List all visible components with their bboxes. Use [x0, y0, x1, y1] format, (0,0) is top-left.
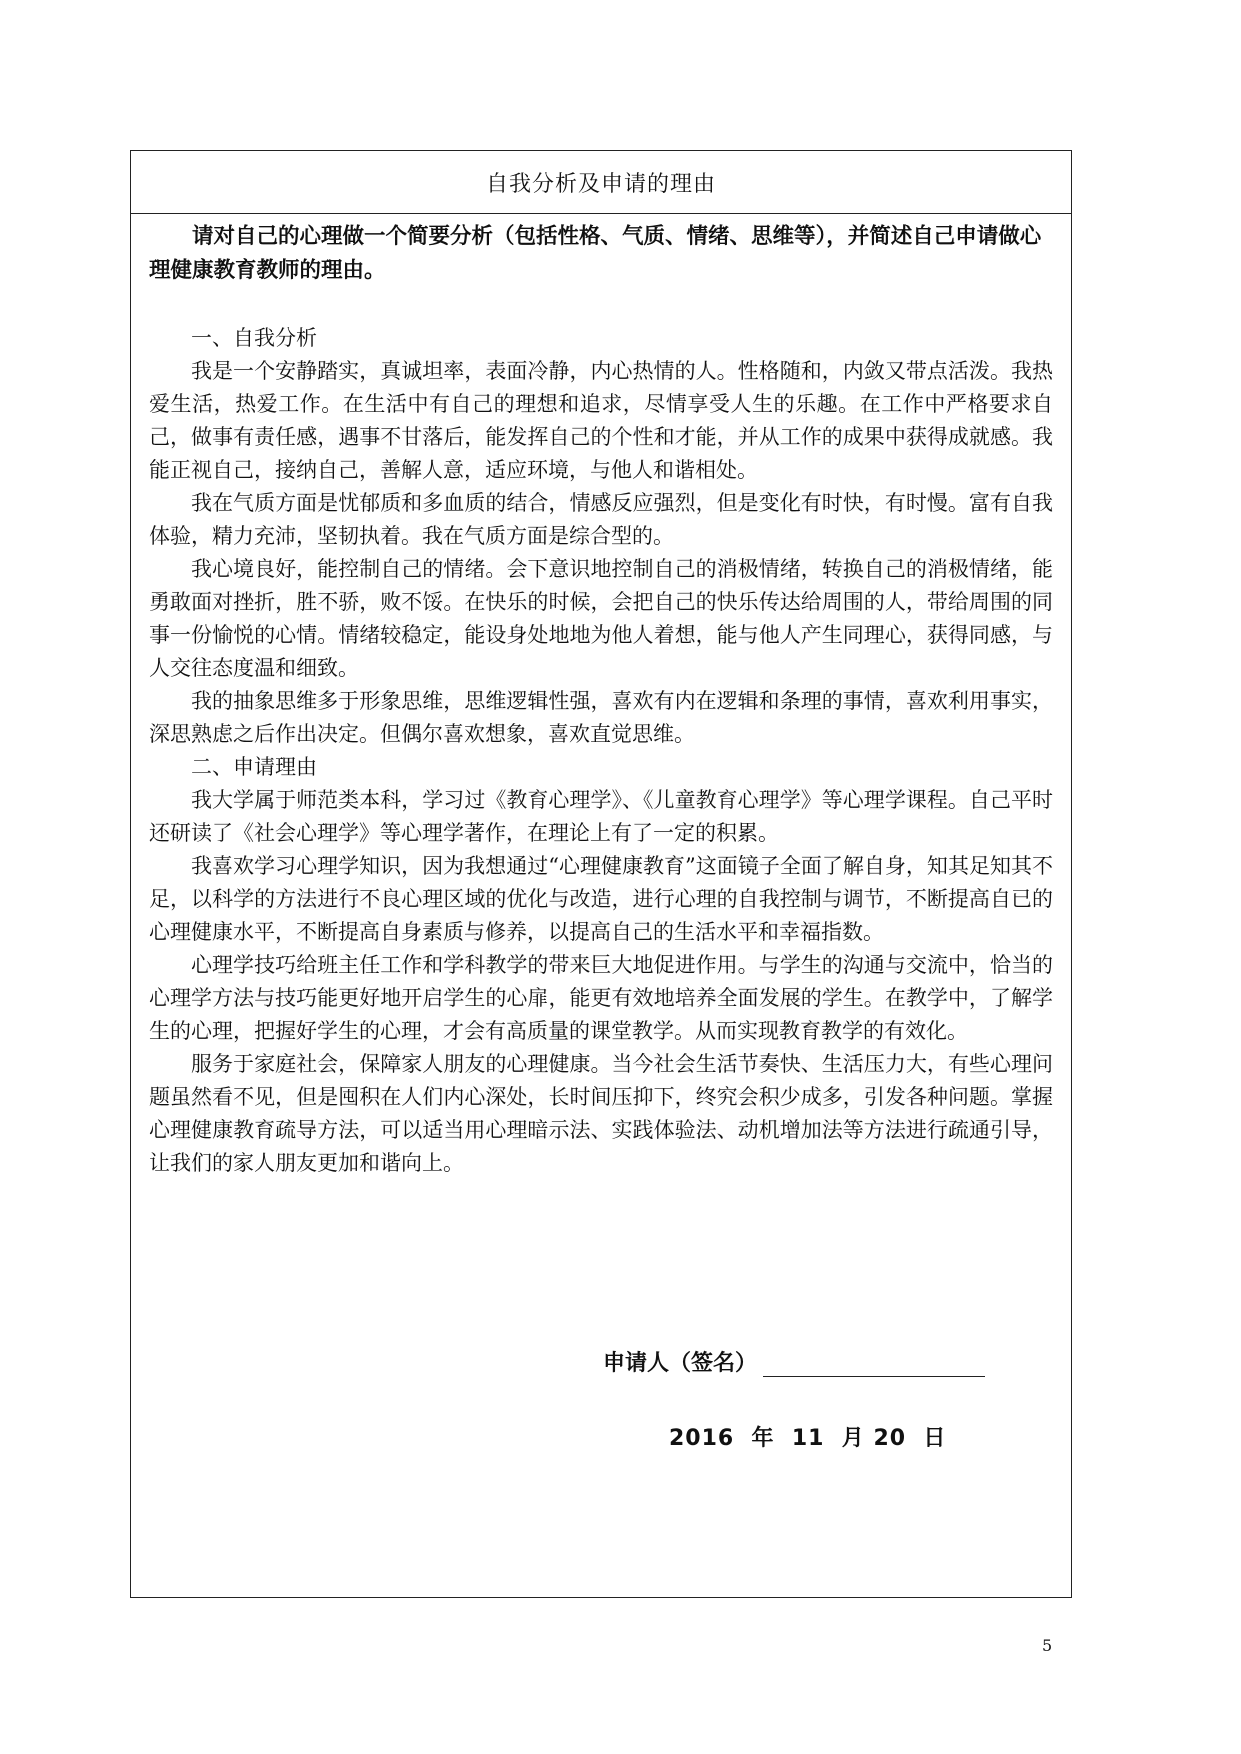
section-heading-self-analysis: 一、自我分析: [191, 326, 317, 350]
signature-row: [603, 1346, 985, 1377]
signature-label: 申请人（签名）: [603, 1351, 758, 1376]
essay-body: [149, 322, 1053, 1180]
application-form-table: [130, 150, 1072, 1598]
section-heading-reasons: 二、申请理由: [191, 755, 317, 779]
paragraph-teaching: 心理学技巧给班主任工作和学科教学的带来巨大地促进作用。与学生的沟通与交流中，恰当的心理学方法与技巧能更好地开启学生的心扉，能更有效地培养全面发展的学生。在教学中，了解学生的心理，把握好学生的心理，才会有高质量的课堂教学。从而实现教育教学的有效化。: [149, 953, 1053, 1043]
paragraph-emotion: 我心境良好，能控制自己的情绪。会下意识地控制自己的消极情绪，转换自己的消极情绪，能勇敢面对挫折，胜不骄，败不馁。在快乐的时候，会把自己的快乐传达给周围的人，带给周围的同事一份愉悦的心情。情绪较稳定，能设身处地地为他人着想，能与他人产生同理心，获得同感，与人交往态度温和细致。: [149, 557, 1053, 680]
form-content-cell: [131, 214, 1071, 1180]
instruction-text: 请对自己的心理做一个简要分析（包括性格、气质、情绪、思维等），并简述自己申请做心理健康教育教师的理由。: [149, 224, 1042, 283]
signature-field[interactable]: [763, 1350, 985, 1377]
paragraph-temperament: 我在气质方面是忧郁质和多血质的结合，情感反应强烈，但是变化有时快，有时慢。富有自我体验，精力充沛，坚韧执着。我在气质方面是综合型的。: [149, 491, 1053, 548]
date-text: 2016 年 11 月 20 日: [669, 1426, 947, 1451]
paragraph-education: 我大学属于师范类本科，学习过《教育心理学》、《儿童教育心理学》等心理学课程。自己平时还研读了《社会心理学》等心理学著作，在理论上有了一定的积累。: [149, 788, 1053, 845]
paragraph-personality: 我是一个安静踏实，真诚坦率，表面冷静，内心热情的人。性格随和，内敛又带点活泼。我热爱生活，热爱工作。在生活中有自己的理想和追求，尽情享受人生的乐趣。在工作中严格要求自己，做事有责任感，遇事不甘落后，能发挥自己的个性和才能，并从工作的成果中获得成就感。我能正视自己，接纳自己，善解人意，适应环境，与他人和谐相处。: [149, 359, 1053, 482]
form-header-row: [131, 151, 1071, 214]
paragraph-interest: 我喜欢学习心理学知识，因为我想通过“心理健康教育”这面镜子全面了解自身，知其足知其不足，以科学的方法进行不良心理区域的优化与改造，进行心理的自我控制与调节，不断提高自已的心理健康水平，不断提高自身素质与修养，以提高自己的生活水平和幸福指数。: [149, 854, 1053, 944]
page-number: 5: [1042, 1636, 1053, 1655]
paragraph-thinking: 我的抽象思维多于形象思维，思维逻辑性强，喜欢有内在逻辑和条理的事情，喜欢利用事实，深思熟虑之后作出决定。但偶尔喜欢想象，喜欢直觉思维。: [149, 689, 1053, 746]
form-header-title: 自我分析及申请的理由: [485, 171, 716, 197]
blank-line: [149, 288, 1053, 322]
paragraph-family-society: 服务于家庭社会，保障家人朋友的心理健康。当今社会生活节奏快、生活压力大，有些心理问题虽然看不见，但是囤积在人们内心深处，长时间压抑下，终究会积少成多，引发各种问题。掌握心理健康教育疏导方法，可以适当用心理暗示法、实践体验法、动机增加法等方法进行疏通引导，让我们的家人朋友更加和谐向上。: [149, 1052, 1053, 1175]
